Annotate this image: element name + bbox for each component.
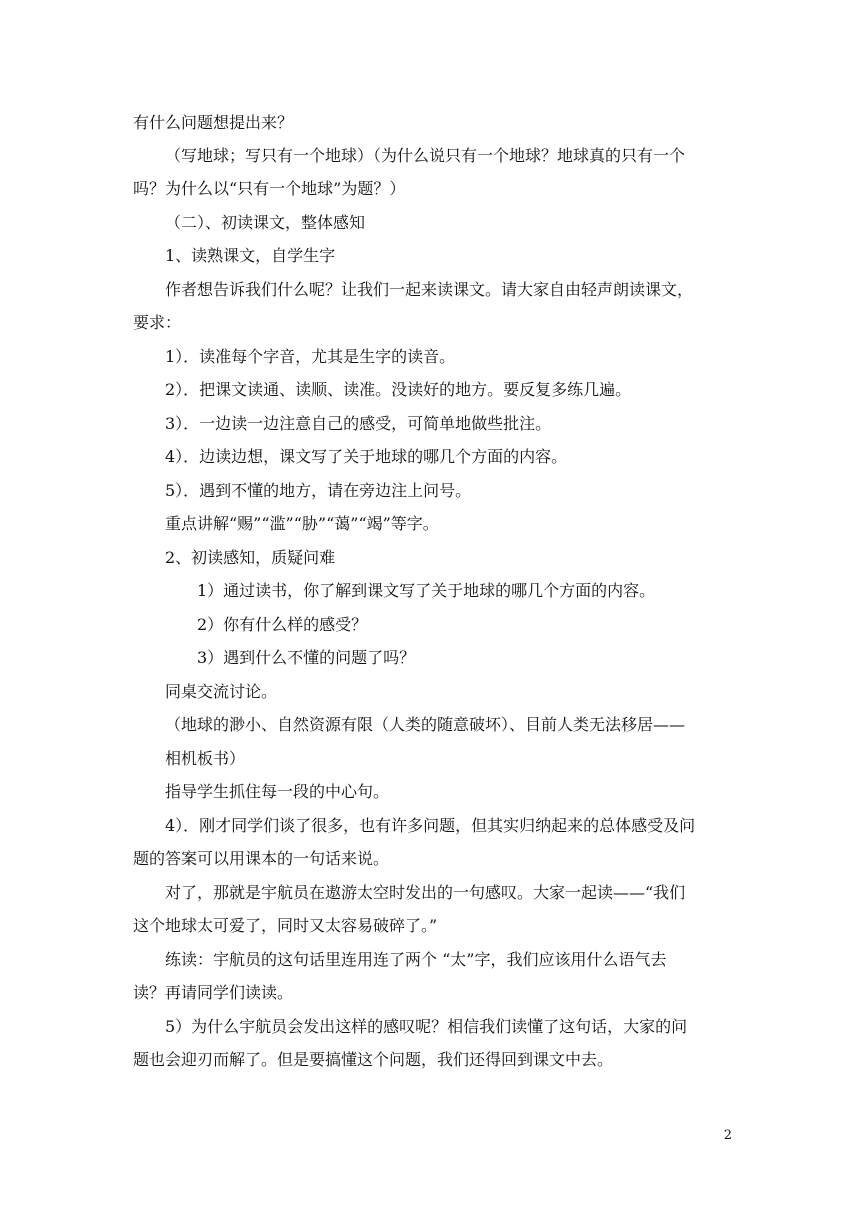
- text-line: 这个地球太可爱了，同时又太容易破碎了。”: [133, 916, 438, 935]
- list-item: 4）．边读边想，课文写了关于地球的哪几个方面的内容。: [165, 447, 568, 466]
- text-line: 重点讲解“赐”“滥”“胁”“蔼”“竭”等字。: [165, 514, 439, 533]
- text-line: 吗？为什么以“只有一个地球”为题？）: [133, 179, 406, 198]
- text-line: 对了，那就是宇航员在遨游太空时发出的一句感叹。大家一起读——“我们: [165, 883, 686, 902]
- text-line: 同桌交流讨论。: [165, 682, 278, 701]
- list-item: 2）．把课文读通、读顺、读准。没读好的地方。要反复多练几遍。: [165, 380, 632, 399]
- section-heading: （二）、初读课文，整体感知: [165, 213, 366, 232]
- text-line: （地球的渺小、自然资源有限（人类的随意破坏）、目前人类无法移居——: [165, 715, 686, 734]
- list-item: 1）．读准每个字音，尤其是生字的读音。: [165, 347, 456, 366]
- text-line: 有什么问题想提出来？: [133, 113, 294, 132]
- list-item: 3）．一边读一边注意自己的感受，可简单地做些批注。: [165, 414, 552, 433]
- text-line: 要求：: [133, 313, 182, 332]
- text-line: 相机板书）: [165, 749, 246, 768]
- page-number: 2: [723, 1128, 732, 1143]
- text-line: 题的答案可以用课本的一句话来说。: [133, 849, 390, 868]
- list-item: 3）遇到什么不懂的问题了吗？: [197, 648, 416, 667]
- text-line: 练读：宇航员的这句话里连用连了两个 “太”字，我们应该用什么语气去: [165, 950, 667, 969]
- text-line: 读？再请同学们读读。: [133, 983, 294, 1002]
- list-item: 1）通过读书，你了解到课文写了关于地球的哪几个方面的内容。: [197, 581, 656, 600]
- list-item: 5）为什么宇航员会发出这样的感叹呢？相信我们读懂了这句话，大家的问: [165, 1017, 688, 1036]
- list-item: 5）．遇到不懂的地方，请在旁边注上问号。: [165, 481, 472, 500]
- subsection-heading: 2、初读感知，质疑问难: [165, 548, 336, 567]
- subsection-heading: 1、读熟课文，自学生字: [165, 246, 336, 265]
- list-item: 4）．刚才同学们谈了很多，也有许多问题，但其实归纳起来的总体感受及问: [165, 816, 696, 835]
- text-line: （写地球；写只有一个地球）（为什么说只有一个地球？地球真的只有一个: [165, 146, 686, 165]
- text-line: 题也会迎刃而解了。但是要搞懂这个问题，我们还得回到课文中去。: [133, 1050, 614, 1069]
- text-line: 作者想告诉我们什么呢？让我们一起来读课文。请大家自由轻声朗读课文，: [165, 280, 694, 299]
- text-line: 指导学生抓住每一段的中心句。: [165, 782, 390, 801]
- list-item: 2）你有什么样的感受？: [197, 615, 368, 634]
